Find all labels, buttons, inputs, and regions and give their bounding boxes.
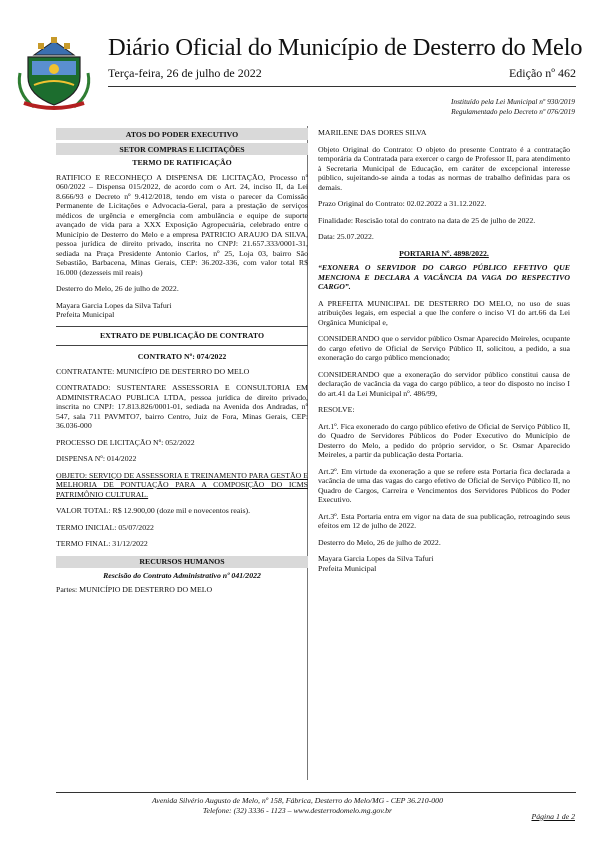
- signer-role: Prefeita Municipal: [56, 310, 115, 319]
- footer-divider: [56, 792, 576, 793]
- document-header: [0, 0, 595, 116]
- right-column: [318, 128, 570, 573]
- considerando-1: CONSIDERANDO que o servidor público Osmar Aparecido Meireles, ocupante do cargo efetivo de Oficial de Serviço Público II, solicitou, a pedido, a sua exoneração do cargo público mencionado;: [318, 334, 570, 362]
- rh-heading: RECURSOS HUMANOS: [56, 556, 308, 568]
- contratada-name: MARILENE DAS DORES SILVA: [318, 128, 427, 137]
- atos-heading: ATOS DO PODER EXECUTIVO: [56, 128, 308, 140]
- partes: Partes: MUNICÍPIO DE DESTERRO DO MELO: [56, 585, 213, 594]
- left-column: [56, 128, 308, 595]
- page-number: Página 1 de 2: [531, 812, 575, 821]
- objeto: OBJETO: SERVIÇO DE ASSESSORIA E TREINAMENTO PARA GESTÃO E MELHORIA DE PONTUAÇÃO PARA A COMPOSIÇÃO DO ICMS PATRIMÔNIO CULTURAL.: [56, 470, 308, 499]
- header-divider: [108, 86, 576, 87]
- data-rescisao: Data: 25.07.2022.: [318, 232, 374, 241]
- art-2: Art.2º. Em virtude da exoneração a que se refere esta Portaria fica declarada a vacância de uma das vagas do cargo efetivo de Oficial de Serviço Público II, no Quadro de Cargos, Carreira e Vencimentos dos Servidores Públicos do Poder Executivo.: [318, 466, 570, 504]
- footer-address: Avenida Silvério Augusto de Melo, nº 158, Fábrica, Desterro do Melo/MG - CEP 36.210-000: [152, 796, 443, 805]
- dispensa: DISPENSA Nº: 014/2022: [56, 454, 137, 463]
- termo-inicial: TERMO INICIAL: 05/07/2022: [56, 522, 154, 532]
- prefeita-text: A PREFEITA MUNICIPAL DE DESTERRO DO MELO, no uso de suas atribuições legais, em especial a que lhe confere o inciso VI do art.66 da Lei Orgânica Municipal e,: [318, 298, 570, 327]
- art-3: Art.3º. Esta Portaria entra em vigor na data de sua publicação, retroagindo seus efeitos em 12 de julho de 2022.: [318, 511, 570, 530]
- processo: PROCESSO DE LICITAÇÃO Nº: 052/2022: [56, 437, 195, 447]
- extrato-heading: EXTRATO DE PUBLICAÇÃO DE CONTRATO: [99, 330, 265, 340]
- document-footer: [0, 796, 595, 816]
- portaria-date: Desterro do Melo, 26 de julho de 2022.: [318, 537, 441, 547]
- finalidade: Finalidade: Rescisão total do contrato na data de 25 de julho de 2022.: [318, 215, 536, 225]
- publication-date: Terça-feira, 26 de julho de 2022: [108, 66, 262, 80]
- contrato-heading: CONTRATO Nº: 074/2022: [137, 352, 227, 361]
- rescisao-heading: Rescisão do Contrato Administrativo nº 041/2022: [103, 570, 261, 580]
- ratificacao-text: RATIFICO E RECONHEÇO A DISPENSA DE LICITAÇÃO, Processo nº 060/2022 – Dispensa 015/2022, de acordo com o Art. 24, inciso II, da Lei 8.666/93 e Decreto nº 9.412/2018, tendo em vista o parecer da Comissão Permanente de Licitações e Advocacia-Geral, para a prestação de serviços médicos de urgência e emergência com ambulância e equipe de suporte avançado de vida para a XXX Exposição Agropecuária, celebrado entre o Município de Desterro do Melo e a empresa PATRICIO ARAUJO DA SILVA, pessoa jurídica de direito privado, inscrita no CNPJ: 21.657.333/0001-31, sediada na Praça Presidente Antonio Carlos, nº 25, Loja 03, bairro São Sebastião, Barbacena, Minas Gerais, CEP: 36.202-336, com valor total R$ 16.000 (dezesseis mil reais): [56, 172, 308, 277]
- journal-title: Diário Oficial do Município de Desterro do Melo: [108, 34, 583, 61]
- portaria-heading: PORTARIA Nº. 4898/2022.: [399, 248, 489, 258]
- termo-final: TERMO FINAL: 31/12/2022: [56, 539, 148, 548]
- extrato-block: [56, 326, 308, 347]
- art-1: Art.1º. Fica exonerado do cargo público efetivo de Oficial de Serviço Público II, do Quadro de Servidores Públicos do Poder Executivo do Município de Desterro do Melo, a pedido do próprio servidor, o Sr. Osmar Aparecido Meireles, a partir da publicação desta Portaria.: [318, 421, 570, 459]
- resolve: RESOLVE:: [318, 405, 355, 414]
- edition-number: Edição nº 462: [508, 66, 576, 80]
- contratante: CONTRATANTE: MUNICÍPIO DE DESTERRO DO MELO: [56, 366, 250, 376]
- valor: VALOR TOTAL: R$ 12.900,00 (doze mil e novecentos reais).: [56, 506, 251, 515]
- prazo-original: Prazo Original do Contrato: 02.02.2022 a 31.12.2022.: [318, 199, 487, 208]
- termo-heading: TERMO DE RATIFICAÇÃO: [132, 158, 232, 167]
- regulation-decree: Regulamentado pelo Decreto nº 076/2019: [451, 107, 575, 116]
- contratado: CONTRATADO: SUSTENTARE ASSESSORIA E CONSULTORIA EM ADMINISTRACAO PUBLICA LTDA, pessoa jurídica de direito privado, inscrita no CNPJ: 17.813.826/0001-01, sediada na Avenida dos Andradas, nº 547, sala 711 PAVMTO7, bairro Centro, Juiz de Fora, Minas Gerais, CEP: 36.036-000: [56, 383, 308, 430]
- setor-heading: SETOR COMPRAS E LICITAÇÕES: [56, 143, 308, 155]
- considerando-2: CONSIDERANDO que a exoneração do servidor público constitui causa de declaração de vacância da vaga do cargo público, a teor do disposto no inciso I do art.41 da Lei Municipal nº. 486/99,: [318, 369, 570, 398]
- portaria-ementa: “EXONERA O SERVIDOR DO CARGO PÚBLICO EFETIVO QUE MENCIONA E DECLARA A VACÂNCIA DA VAGA DO RESPECTIVO CARGO”.: [318, 263, 570, 291]
- header-subline: [108, 66, 576, 82]
- right-signer-name: Mayara Garcia Lopes da Silva Tafuri: [318, 554, 434, 563]
- signer-name: Mayara Garcia Lopes da Silva Tafuri: [56, 300, 172, 310]
- footer-contact[interactable]: Telefone: (32) 3336 - 1123 – www.desterrodomelo.mg.gov.br: [202, 806, 393, 815]
- objeto-original: Objeto Original do Contrato: O objeto do presente Contrato é a contratação temporária da Contratada para exercer o cargo de Professor II, para atendimento à Secretaria Municipal de Educação, em caráter de excepcional interesse público, sujeitando-se ainda a todas as normas de trabalho definidas para os demais.: [318, 144, 570, 192]
- right-signer-role: Prefeita Municipal: [318, 563, 377, 573]
- ratificacao-date: Desterro do Melo, 26 de julho de 2022.: [56, 284, 179, 293]
- municipal-coat-of-arms-icon: [14, 33, 94, 113]
- institution-law: Instituído pela Lei Municipal nº 930/2019: [450, 97, 575, 106]
